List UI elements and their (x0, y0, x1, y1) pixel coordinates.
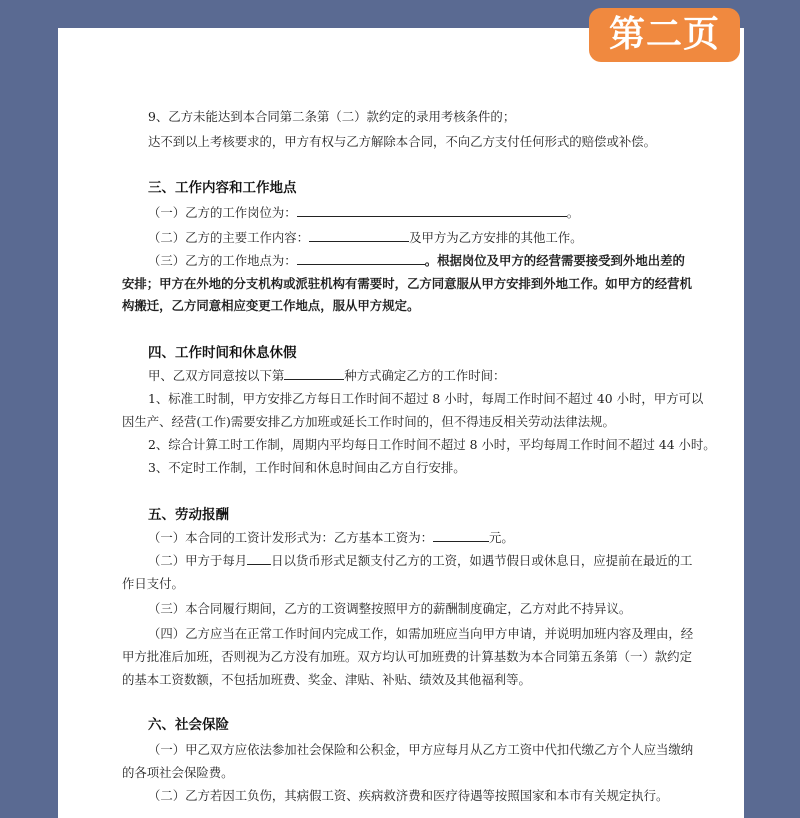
sec5-p2-cont: 作日支付。 (122, 576, 184, 591)
sec3-p1: （一）乙方的工作岗位为： 。 (148, 205, 580, 220)
sec4-item1-line2: 因生产、经营(工作)需要安排乙方加班或延长工作时间的，但不得违反相关劳动法律法规。 (122, 414, 615, 429)
item9-line1: 9、乙方未能达到本合同第二条第（二）款约定的录用考核条件的； (148, 109, 516, 124)
sec4-item2: 2、综合计算工时工作制，周期内平均每日工作时间不超过 8 小时，平均每周工作时间不超过 44 小时。 (148, 437, 716, 452)
base-salary-blank[interactable] (433, 529, 489, 542)
sec5-p4-line1: （四）乙方应当在正常工作时间内完成工作，如需加班应当向甲方申请，并说明加班内容及理由，经 (148, 626, 694, 641)
work-time-method-blank[interactable] (284, 367, 344, 380)
sec6-p1-line2: 的各项社会保险费。 (122, 765, 234, 780)
page-badge: 第二页 (589, 8, 740, 62)
sec3-p3: （三）乙方的工作地点为： 。根据岗位及甲方的经营需要接受到外地出差的 (148, 253, 685, 268)
sec4-intro: 甲、乙双方同意按以下第 种方式确定乙方的工作时间： (148, 368, 506, 383)
payday-blank[interactable] (247, 552, 271, 565)
sec6-p1-line1: （一）甲乙双方应依法参加社会保险和公积金，甲方应每月从乙方工资中代扣代缴乙方个人应当缴纳 (148, 742, 694, 757)
job-position-blank[interactable] (297, 204, 567, 217)
work-location-blank[interactable] (297, 252, 425, 265)
sec3-p2: （二）乙方的主要工作内容： 及甲方为乙方安排的其他工作。 (148, 230, 583, 245)
work-content-blank[interactable] (309, 229, 409, 242)
section4-heading: 四、工作时间和休息休假 (148, 345, 297, 361)
sec6-p2: （二）乙方若因工负伤，其病假工资、疾病救济费和医疗待遇等按照国家和本市有关规定执行。 (148, 788, 669, 803)
sec5-p4-line2: 甲方批准后加班，否则视为乙方没有加班。双方均认可加班费的计算基数为本合同第五条第（一）款约定 (122, 649, 692, 664)
section3-heading: 三、工作内容和工作地点 (148, 180, 297, 196)
sec4-item1-line1: 1、标准工时制，甲方安排乙方每日工作时间不超过 8 小时，每周工作时间不超过 40 小时，甲方可以 (148, 391, 704, 406)
sec3-p3-cont1: 安排；甲方在外地的分支机构或派驻机构有需要时，乙方同意服从甲方安排到外地工作。如甲方的经营机 (122, 276, 692, 291)
section5-heading: 五、劳动报酬 (148, 507, 229, 523)
sec4-item3: 3、不定时工作制，工作时间和休息时间由乙方自行安排。 (148, 460, 466, 475)
item9-line2: 达不到以上考核要求的，甲方有权与乙方解除本合同，不向乙方支付任何形式的赔偿或补偿。 (148, 134, 657, 149)
sec3-p3-cont2: 构搬迁，乙方同意相应变更工作地点，服从甲方规定。 (122, 298, 420, 313)
sec5-p1: （一）本合同的工资计发形式为：乙方基本工资为： 元。 (148, 530, 514, 545)
sec5-p2: （二）甲方于每月 日以货币形式足额支付乙方的工资，如遇节假日或休息日，应提前在最近的工 (148, 553, 693, 568)
section6-heading: 六、社会保险 (148, 717, 229, 733)
sec5-p4-line3: 的基本工资数额，不包括加班费、奖金、津贴、补贴、绩效及其他福利等。 (122, 672, 531, 687)
sec5-p3: （三）本合同履行期间，乙方的工资调整按照甲方的薪酬制度确定，乙方对此不持异议。 (148, 601, 632, 616)
